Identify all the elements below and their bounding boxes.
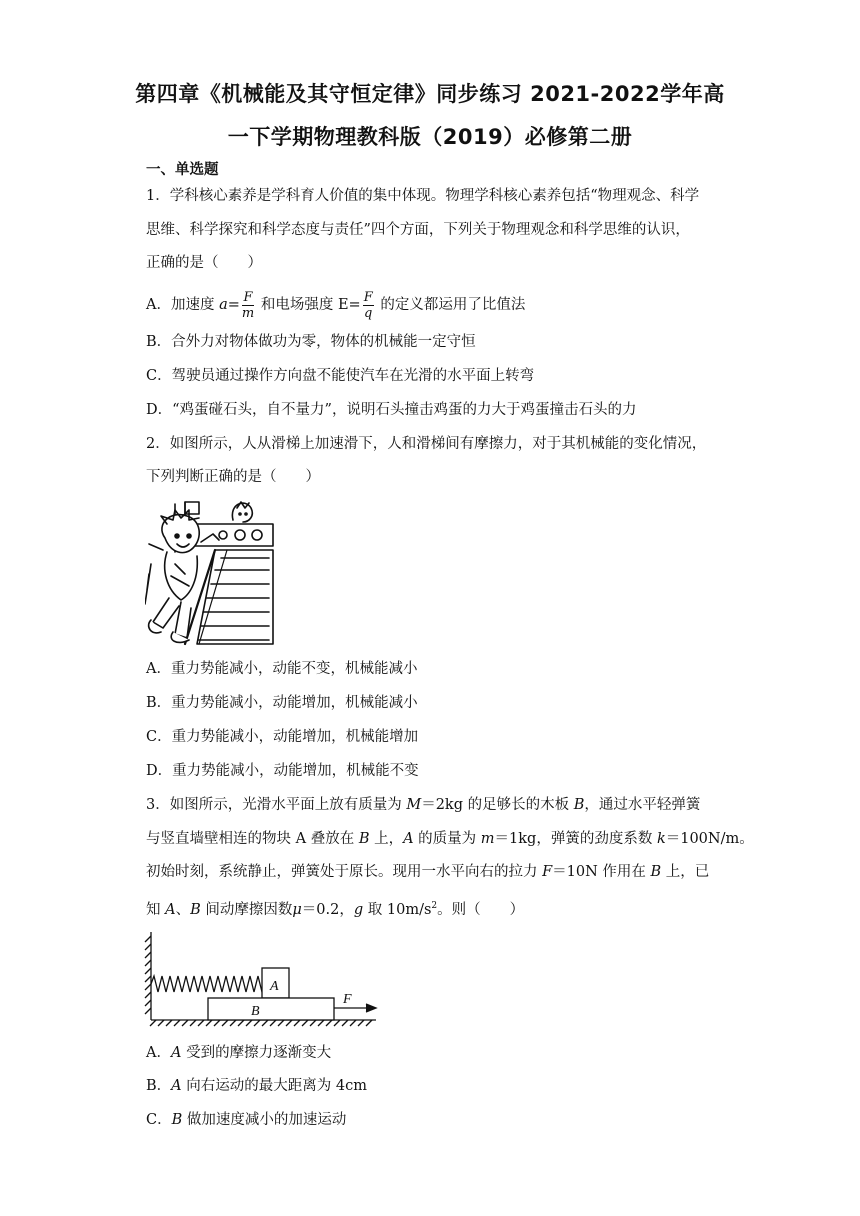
- q3-stem-line4: 知 A、B 间动摩擦因数μ＝0.2，g 取 $10m/s^2$。则（ ）: [146, 901, 525, 918]
- board-b: [208, 998, 334, 1020]
- q2-stem-line2: 下列判断正确的是（ ）: [146, 469, 320, 485]
- q3-stem-line3: 初始时刻，系统静止，弹簧处于原长。现用一水平向右的拉力 F＝10N 作用在 B 上，已: [146, 864, 710, 880]
- q1-stem-line3: 正确的是（ ）: [146, 255, 262, 271]
- spring: [151, 976, 266, 992]
- label-a: A: [270, 979, 279, 994]
- q1-option-a: A．加速度 a= $\frac{F}{m}$ 和电场强度 E= $\frac{F}{q}$ 的定义都运用了比值法: [146, 289, 526, 321]
- section-heading: 一、单选题: [146, 162, 219, 178]
- q3-stem-line2: 与竖直墙壁相连的物块 A 叠放在 B 上，A 的质量为 m＝1kg，弹簧的劲度系数 k＝100N/m。: [146, 831, 754, 847]
- q2-option-d: D．重力势能减小，动能增加，机械能不变: [146, 763, 419, 779]
- q3-option-b: B．A 向右运动的最大距离为 4cm: [146, 1078, 367, 1094]
- fraction-f-over-m: $\frac{F}{m}$: [241, 289, 255, 321]
- fraction-f-over-q: $\frac{F}{q}$: [363, 289, 373, 321]
- q1-option-b: B．合外力对物体做功为零，物体的机械能一定守恒: [146, 334, 476, 350]
- q2-option-b: B．重力势能减小，动能增加，机械能减小: [146, 695, 418, 711]
- q2-stem-line1: 2．如图所示，人从滑梯上加速滑下，人和滑梯间有摩擦力，对于其机械能的变化情况，: [146, 436, 707, 452]
- floor-hatch: [150, 1020, 372, 1026]
- q1-stem-line1: 1．学科核心素养是学科育人价值的集中体现。物理学科核心素养包括“物理观念、科学: [146, 188, 700, 204]
- page-title: 第四章《机械能及其守恒定律》同步练习 2021-2022学年高: [135, 82, 725, 106]
- q2-option-c: C．重力势能减小，动能增加，机械能增加: [146, 729, 419, 745]
- spring-block-diagram: [144, 928, 384, 1028]
- label-b: B: [251, 1004, 260, 1019]
- q1-stem-line2: 思维、科学探究和科学态度与责任”四个方面，下列关于物理观念和科学思维的认识，: [146, 222, 690, 238]
- slide-illustration: [145, 494, 275, 646]
- label-f: F: [343, 992, 352, 1007]
- wall-hatch: [145, 936, 151, 942]
- q3-stem-line1: 3．如图所示，光滑水平面上放有质量为 M＝2kg 的足够长的木板 B，通过水平轻弹簧: [146, 797, 701, 813]
- q2-option-a: A．重力势能减小，动能不变，机械能减小: [146, 661, 418, 677]
- q3-option-a: A．A 受到的摩擦力逐渐变大: [146, 1045, 332, 1061]
- q3-option-c: C．B 做加速度减小的加速运动: [146, 1112, 347, 1128]
- page-subtitle: 一下学期物理教科版（2019）必修第二册: [227, 125, 633, 149]
- q1-option-c: C．驾驶员通过操作方向盘不能使汽车在光滑的水平面上转弯: [146, 368, 535, 384]
- q1-option-d: D．“鸡蛋碰石头，自不量力”，说明石头撞击鸡蛋的力大于鸡蛋撞击石头的力: [146, 402, 637, 418]
